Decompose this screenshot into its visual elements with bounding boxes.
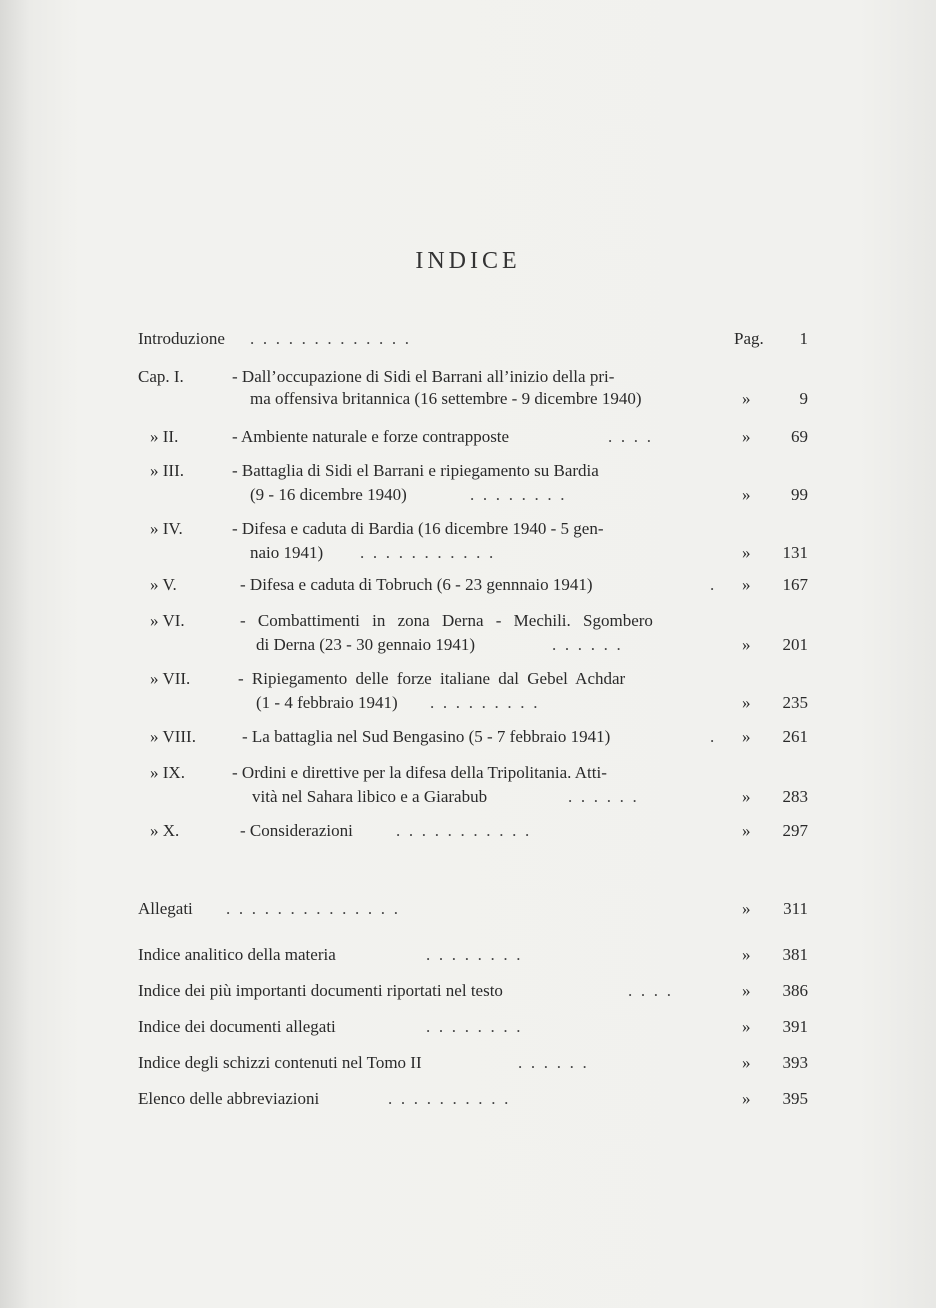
leader-dots: . . . . . . . . . . . . .	[250, 329, 412, 348]
page-number: 393	[782, 1053, 808, 1072]
leader-dots: . . . . . . . .	[470, 485, 567, 504]
leader-dots: .	[710, 727, 715, 746]
page-marker: »	[742, 543, 751, 562]
chapter-number: » IV.	[150, 519, 183, 538]
page-number: 235	[782, 693, 808, 712]
chapter-title-line: naio 1941)	[250, 543, 324, 562]
appendix-label: Allegati	[138, 899, 193, 918]
page-marker: »	[742, 693, 751, 712]
page-number: 1	[799, 329, 808, 348]
page-marker: »	[742, 575, 751, 594]
leader-dots: . . . . . . . . . .	[388, 1089, 511, 1108]
chapter-title-line: (9 - 16 dicembre 1940)	[250, 485, 407, 504]
chapter-title-line: - La battaglia nel Sud Bengasino (5 - 7 febbraio 1941)	[242, 727, 611, 746]
leader-dots: . . . . . .	[568, 787, 639, 806]
page-number: 297	[782, 821, 808, 840]
chapter-title-line: (1 - 4 febbraio 1941)	[256, 693, 398, 712]
page-title: INDICE	[415, 248, 521, 274]
appendix-label: Indice analitico della materia	[138, 945, 336, 964]
appendix-label: Indice degli schizzi contenuti nel Tomo II	[138, 1053, 422, 1072]
chapter-title-line: - Combattimenti in zona Derna - Mechili. Sgombero	[240, 611, 653, 630]
appendix-entry-indice-documenti-allegati	[0, 1014, 936, 1040]
page-number: 131	[782, 543, 808, 562]
page-marker: »	[742, 635, 751, 654]
page-number: 201	[782, 635, 808, 654]
page-number: 261	[782, 727, 808, 746]
chapter-title-line: - Dall’occupazione di Sidi el Barrani all’inizio della pri-	[232, 367, 615, 386]
leader-dots: . . . . . . . .	[426, 945, 523, 964]
chapter-number: » IX.	[150, 763, 185, 782]
appendix-entry-indice-schizzi	[0, 1050, 936, 1076]
leader-dots: . . . . . . . . . . .	[360, 543, 496, 562]
appendix-entry-indice-documenti-testo	[0, 978, 936, 1004]
leader-dots: . . . . . . . . . . .	[396, 821, 532, 840]
appendix-label: Indice dei più importanti documenti riportati nel testo	[138, 981, 503, 1000]
chapter-title-line: - Battaglia di Sidi el Barrani e ripiegamento su Bardia	[232, 461, 599, 480]
page-marker: »	[742, 485, 751, 504]
chapter-number: » III.	[150, 461, 184, 480]
page-marker: »	[742, 1089, 751, 1108]
leader-dots: . . . . . .	[552, 635, 623, 654]
leader-dots: .	[710, 575, 715, 594]
page-marker: »	[742, 427, 751, 446]
page-marker: »	[742, 981, 751, 1000]
chapter-number: » II.	[150, 427, 179, 446]
chapter-entry-8	[0, 724, 936, 750]
page-number: 283	[782, 787, 808, 806]
page-number: 381	[782, 945, 808, 964]
page-number: 311	[783, 899, 808, 918]
page-number: 69	[791, 427, 808, 446]
page-marker: »	[742, 1053, 751, 1072]
page-number: 386	[782, 981, 808, 1000]
page-number: 167	[782, 575, 808, 594]
appendix-label: Elenco delle abbreviazioni	[138, 1089, 320, 1108]
page-marker: »	[742, 389, 751, 408]
toc-entry-introduzione	[0, 326, 936, 352]
appendix-entry-indice-analitico	[0, 942, 936, 968]
toc-entry-label: Introduzione	[138, 329, 225, 348]
chapter-title-line: - Considerazioni	[240, 821, 353, 840]
leader-dots: . . . . . . . .	[426, 1017, 523, 1036]
page-marker: »	[742, 727, 751, 746]
page-marker: »	[742, 821, 751, 840]
chapter-title-line: ma offensiva britannica (16 settembre - 9 dicembre 1940)	[250, 389, 642, 408]
page-marker: »	[742, 1017, 751, 1036]
leader-dots: . . . . . . . . . . . . . .	[226, 899, 401, 918]
page-number: 395	[782, 1089, 808, 1108]
chapter-title-line: di Derna (23 - 30 gennaio 1941)	[256, 635, 476, 654]
chapter-number: » V.	[150, 575, 177, 594]
chapter-title-line: - Difesa e caduta di Bardia (16 dicembre 1940 - 5 gen-	[232, 519, 604, 538]
page-number: 9	[799, 389, 808, 408]
chapter-entry-4	[0, 516, 936, 568]
chapter-entry-3	[0, 458, 936, 510]
appendix-label: Indice dei documenti allegati	[138, 1017, 336, 1036]
chapter-title-line: - Ambiente naturale e forze contrapposte	[232, 427, 510, 446]
page-marker: »	[742, 787, 751, 806]
page-number: 99	[791, 485, 808, 504]
chapter-number: » VI.	[150, 611, 185, 630]
chapter-entry-7	[0, 666, 936, 718]
page-number: 391	[782, 1017, 808, 1036]
leader-dots: . . . .	[628, 981, 674, 1000]
chapter-entry-2	[0, 424, 936, 450]
chapter-entry-10	[0, 818, 936, 844]
leader-dots: . . . . . . . . .	[430, 693, 540, 712]
page-marker: »	[742, 945, 751, 964]
leader-dots: . . . .	[608, 427, 654, 446]
chapter-title-line: - Ripiegamento delle forze italiane dal Gebel Achdar	[238, 669, 626, 688]
chapter-title-line: - Difesa e caduta di Tobruch (6 - 23 gennnaio 1941)	[240, 575, 593, 594]
chapter-entry-9	[0, 760, 936, 812]
page-marker: Pag.	[734, 329, 764, 348]
chapter-entry-5	[0, 572, 936, 598]
appendix-entry-allegati	[0, 896, 936, 922]
chapter-number: » VIII.	[150, 727, 196, 746]
chapter-number: » VII.	[150, 669, 191, 688]
chapter-number: » X.	[150, 821, 180, 840]
appendix-entry-abbreviazioni	[0, 1086, 936, 1112]
leader-dots: . . . . . .	[518, 1053, 589, 1072]
chapter-title-line: - Ordini e direttive per la difesa della Tripolitania. Atti-	[232, 763, 607, 782]
chapter-number: Cap. I.	[138, 367, 184, 386]
chapter-title-line: vità nel Sahara libico e a Giarabub	[252, 787, 488, 806]
page-marker: »	[742, 899, 751, 918]
chapter-entry-6	[0, 608, 936, 660]
chapter-entry-1	[0, 364, 936, 416]
